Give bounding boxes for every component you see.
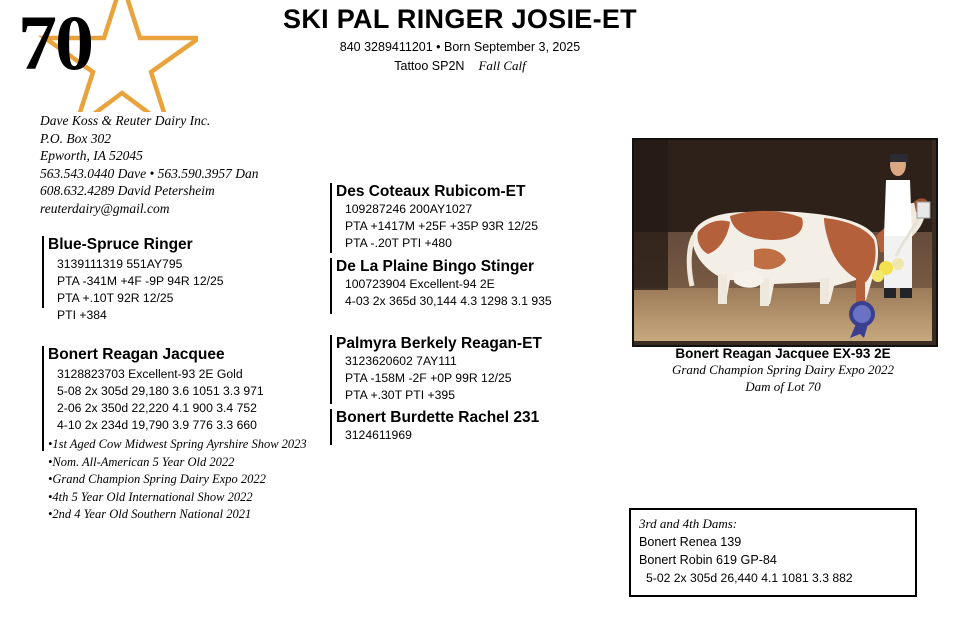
sire-bracket-bar bbox=[42, 236, 44, 308]
additional-dams-title: 3rd and 4th Dams: bbox=[639, 516, 738, 531]
sire-name: Blue-Spruce Ringer bbox=[48, 236, 193, 253]
dam-sire-registration: 3123620602 7AY111 bbox=[345, 354, 457, 368]
consignor-name: Dave Koss & Reuter Dairy Inc. bbox=[40, 113, 211, 128]
tattoo-line bbox=[250, 58, 670, 74]
tattoo-value: Tattoo SP2N bbox=[394, 59, 465, 73]
dam-block bbox=[48, 346, 307, 524]
sire-sire-block bbox=[336, 183, 538, 252]
second-dam-name: Bonert Burdette Rachel 231 bbox=[336, 409, 540, 426]
dam-record-3: 4-10 2x 234d 19,790 3.9 776 3.3 660 bbox=[57, 418, 257, 432]
consignor-city-state-zip: Epworth, IA 52045 bbox=[40, 148, 143, 163]
consignor-phone-secondary: 608.632.4289 David Petersheim bbox=[40, 183, 215, 198]
sire-sire-registration: 109287246 200AY1027 bbox=[345, 202, 473, 216]
dam-sire-bracket-bar bbox=[330, 335, 332, 404]
lot-number: 70 bbox=[18, 0, 92, 86]
sire-block bbox=[48, 236, 224, 324]
dam-award-5: •2nd 4 Year Old Southern National 2021 bbox=[48, 507, 252, 521]
sire-registration: 3139111319 551AY795 bbox=[57, 257, 183, 271]
sire-dam-record-1: 4-03 2x 365d 30,144 4.3 1298 3.1 935 bbox=[345, 294, 552, 308]
dam-record-1: 5-08 2x 305d 29,180 3.6 1051 3.3 971 bbox=[57, 384, 264, 398]
mgs-dam-bracket-bar bbox=[330, 258, 332, 314]
sire-pta-line-2: PTA +.10T 92R 12/25 bbox=[57, 291, 174, 305]
sire-sire-name: Des Coteaux Rubicom-ET bbox=[336, 183, 526, 200]
cow-photograph bbox=[632, 138, 938, 347]
dam-award-1: •1st Aged Cow Midwest Spring Ayrshire Show 2023 bbox=[48, 437, 307, 451]
dam-award-4: •4th 5 Year Old International Show 2022 bbox=[48, 489, 253, 504]
consignor-block bbox=[40, 112, 330, 217]
mgs-bracket-bar bbox=[330, 183, 332, 253]
dam-sire-block bbox=[336, 335, 542, 404]
photo-caption bbox=[600, 346, 962, 395]
photo-caption-name: Bonert Reagan Jacquee EX-93 2E bbox=[675, 346, 891, 361]
calf-class: Fall Calf bbox=[478, 58, 526, 73]
dam-award-2: •Nom. All-American 5 Year Old 2022 bbox=[48, 454, 235, 469]
photo-caption-relation: Dam of Lot 70 bbox=[745, 379, 821, 394]
dam-record-2: 2-06 2x 350d 22,220 4.1 900 3.4 752 bbox=[57, 401, 257, 415]
dam-awards-list bbox=[48, 436, 307, 524]
dam-sire-name: Palmyra Berkely Reagan-ET bbox=[336, 335, 542, 352]
second-dam-registration: 3124611969 bbox=[345, 428, 412, 442]
sire-dam-block bbox=[336, 258, 552, 310]
dam-sire-pta-line-2: PTA +.30T PTI +395 bbox=[345, 388, 455, 402]
second-dam-bracket-bar bbox=[330, 409, 332, 445]
additional-dams-box bbox=[629, 508, 917, 597]
consignor-phone-primary: 563.543.0440 Dave • 563.590.3957 Dan bbox=[40, 165, 259, 181]
sire-sire-pta-line-1: PTA +1417M +25F +35P 93R 12/25 bbox=[345, 219, 538, 233]
sire-sire-pta-line-2: PTA -.20T PTI +480 bbox=[345, 236, 452, 250]
dam-name: Bonert Reagan Jacquee bbox=[48, 346, 225, 363]
second-dam-block bbox=[336, 409, 539, 444]
photo-caption-award: Grand Champion Spring Dairy Expo 2022 bbox=[671, 362, 895, 377]
dam-sire-pta-line-1: PTA -158M -2F +0P 99R 12/25 bbox=[345, 371, 512, 385]
consignor-address: P.O. Box 302 bbox=[40, 130, 111, 146]
sire-dam-registration: 100723904 Excellent-94 2E bbox=[345, 277, 495, 291]
registration-line: 840 3289411201 • Born September 3, 2025 bbox=[339, 40, 581, 54]
consignor-email: reuterdairy@gmail.com bbox=[40, 200, 170, 216]
dam-award-3: •Grand Champion Spring Dairy Expo 2022 bbox=[48, 472, 266, 486]
fourth-dam-record: 5-02 2x 305d 26,440 4.1 1081 3.3 882 bbox=[646, 571, 853, 585]
dam-registration: 3128823703 Excellent-93 2E Gold bbox=[57, 367, 243, 381]
sire-pti-line: PTI +384 bbox=[57, 308, 107, 322]
fourth-dam-name: Bonert Robin 619 GP-84 bbox=[639, 553, 777, 567]
sire-pta-line-1: PTA -341M +4F -9P 94R 12/25 bbox=[57, 274, 224, 288]
third-dam-name: Bonert Renea 139 bbox=[639, 535, 742, 549]
dam-bracket-bar bbox=[42, 346, 44, 451]
sire-dam-name: De La Plaine Bingo Stinger bbox=[336, 258, 535, 275]
animal-name-title: SKI PAL RINGER JOSIE-ET bbox=[283, 4, 637, 34]
